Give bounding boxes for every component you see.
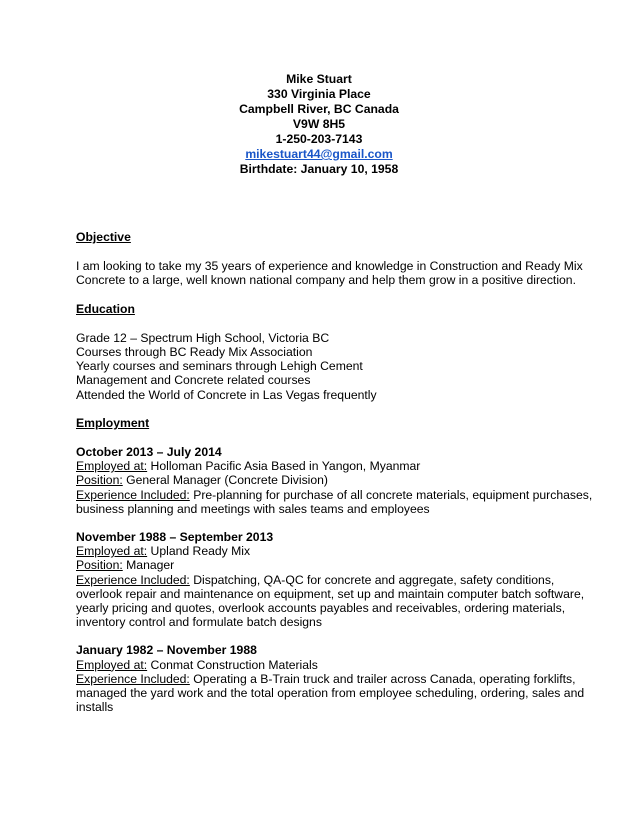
objective-text [76, 259, 583, 288]
employer-line [76, 544, 576, 558]
job-dates: January 1982 – November 1988 [76, 643, 257, 658]
experience-continued: overlook repair and maintenance on equipment, set up and maintain computer batch software, [76, 586, 585, 601]
employer-value: Upland Ready Mix [147, 544, 251, 559]
applicant-name: Mike Stuart [286, 72, 352, 86]
position-label: Position: [76, 558, 123, 573]
objective-heading: Objective [76, 230, 131, 244]
employer-line [76, 459, 576, 473]
education-item: Grade 12 – Spectrum High School, Victoria BC [76, 330, 330, 345]
employer-label: Employed at: [76, 544, 148, 559]
position-label: Position: [76, 473, 123, 488]
email-link[interactable]: mikestuart44@gmail.com [245, 147, 393, 161]
experience-continued: inventory control and formulate batch designs [76, 615, 322, 630]
experience-continued: managed the yard work and the total operation from employee scheduling, ordering, sales and [76, 686, 585, 701]
education-heading: Education [76, 301, 135, 316]
employer-value: Conmat Construction Materials [147, 657, 318, 672]
education-item: Courses through BC Ready Mix Association [76, 345, 313, 360]
experience-line [76, 487, 593, 502]
position-value: Manager [122, 558, 175, 573]
street-address: 330 Virginia Place [267, 87, 371, 101]
experience-line [76, 573, 576, 587]
experience-continued: business planning and meetings with sales teams and employees [76, 501, 430, 516]
contact-header [0, 72, 638, 177]
employer-label: Employed at: [76, 657, 148, 672]
city-address: Campbell River, BC Canada [239, 102, 399, 116]
education-item: Management and Concrete related courses [76, 373, 311, 388]
experience-value: Operating a B-Train truck and trailer across Canada, operating forklifts, [189, 671, 576, 686]
job-entry [76, 530, 585, 630]
education-item: Attended the World of Concrete in Las Vegas frequently [76, 387, 377, 402]
experience-label: Experience Included: [76, 572, 190, 587]
employment-heading: Employment [76, 415, 150, 430]
phone-number: 1-250-203-7143 [275, 132, 363, 146]
education-item: Yearly courses and seminars through Lehigh Cement [76, 359, 363, 374]
objective-line: Concrete to a large, well known national company and help them grow in a positive direction. [76, 273, 576, 288]
job-dates: October 2013 – July 2014 [76, 445, 222, 460]
position-line [76, 473, 576, 487]
experience-value: Pre-planning for purchase of all concrete materials, equipment purchases, [189, 487, 593, 502]
experience-continued: installs [76, 700, 114, 715]
experience-line [76, 672, 576, 686]
postal-code: V9W 8H5 [292, 117, 346, 131]
experience-label: Experience Included: [76, 487, 190, 502]
experience-label: Experience Included: [76, 671, 190, 686]
employer-value: Holloman Pacific Asia Based in Yangon, Myanmar [147, 459, 421, 474]
position-line [76, 558, 576, 572]
education-list [76, 331, 576, 402]
job-entry [76, 643, 585, 715]
employer-label: Employed at: [76, 459, 148, 474]
employer-line [76, 658, 576, 672]
experience-value: Dispatching, QA-QC for concrete and aggregate, safety conditions, [189, 572, 555, 587]
resume-body [76, 230, 593, 715]
objective-line: I am looking to take my 35 years of experience and knowledge in Construction and Ready Mix [76, 259, 583, 274]
job-dates: November 1988 – September 2013 [76, 530, 274, 545]
position-value: General Manager (Concrete Division) [122, 473, 328, 488]
experience-continued: yearly pricing and quotes, overlook accounts payables and receivables, ordering materials, [76, 601, 566, 616]
job-entry [76, 445, 593, 516]
birthdate: Birthdate: January 10, 1958 [239, 162, 399, 176]
